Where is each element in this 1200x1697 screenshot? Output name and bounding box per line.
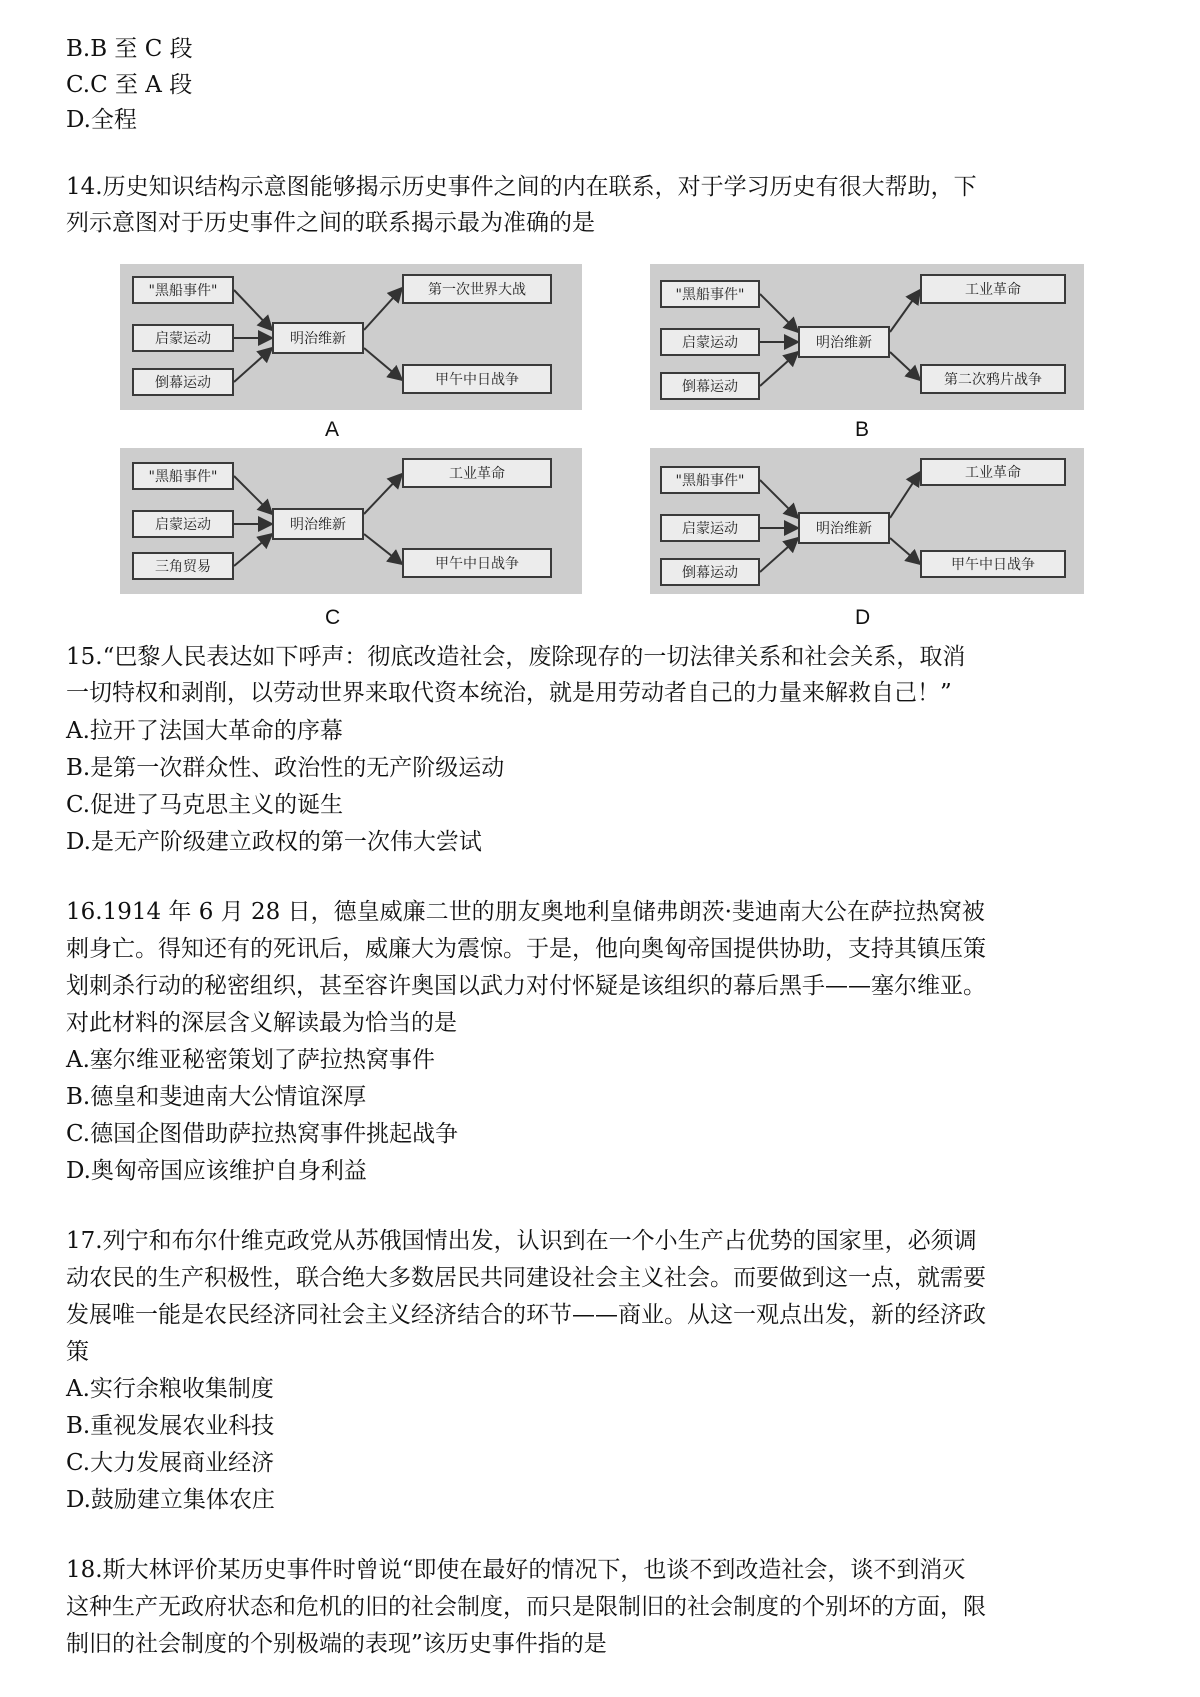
q14-stem-line-1: 14.历史知识结构示意图能够揭示历史事件之间的内在联系，对于学习历史有很大帮助，下 [66, 174, 977, 200]
diagram-b [650, 264, 1084, 410]
diagram-c-input-2: 启蒙运动 [132, 510, 234, 538]
q16-stem-line-1: 16.1914 年 6 月 28 日，德皇威廉二世的朋友奥地利皇储弗朗茨·斐迪南大公在萨拉热窝被 [66, 899, 985, 925]
diagram-d-output-1: 工业革命 [920, 458, 1066, 486]
q13-option-d: D.全程 [66, 107, 137, 133]
q17-option-c: C.大力发展商业经济 [66, 1450, 275, 1476]
diagram-a-output-2: 甲午中日战争 [402, 364, 552, 394]
diagram-b-input-1: "黑船事件" [660, 280, 760, 308]
q13-option-b: B.B 至 C 段 [66, 36, 193, 62]
q16-option-d: D.奥匈帝国应该维护自身利益 [66, 1158, 367, 1184]
diagram-b-output-2: 第二次鸦片战争 [920, 364, 1066, 394]
q16-stem-line-3: 划刺杀行动的秘密组织，甚至容许奥国以武力对付怀疑是该组织的幕后黑手——塞尔维亚。 [66, 973, 986, 999]
q17-stem-line-4: 策 [66, 1339, 89, 1365]
q16-stem-line-2: 刺身亡。得知还有的死讯后，威廉大为震惊。于是，他向奥匈帝国提供协助，支持其镇压策 [66, 936, 986, 962]
q18-stem-line-3: 制旧的社会制度的个别极端的表现”该历史事件指的是 [66, 1631, 607, 1657]
diagram-a-input-1: "黑船事件" [132, 276, 234, 304]
diagram-b-center: 明治维新 [798, 326, 890, 358]
diagram-c-label: C [325, 606, 341, 629]
diagram-a-output-1: 第一次世界大战 [402, 274, 552, 304]
diagram-d-input-3: 倒幕运动 [660, 558, 760, 586]
q18-stem-line-2: 这种生产无政府状态和危机的旧的社会制度，而只是限制旧的社会制度的个别坏的方面，限 [66, 1594, 986, 1620]
diagram-a [120, 264, 582, 410]
watermark: ​ [566, 536, 674, 691]
diagram-c-output-2: 甲午中日战争 [402, 548, 552, 578]
diagram-c-output-1: 工业革命 [402, 458, 552, 488]
diagram-a-center: 明治维新 [272, 322, 364, 354]
diagram-c-input-3: 三角贸易 [132, 552, 234, 580]
q15-option-c: C.促进了马克思主义的诞生 [66, 792, 344, 818]
diagram-d-output-2: 甲午中日战争 [920, 550, 1066, 578]
q13-option-c: C.C 至 A 段 [66, 72, 193, 98]
diagram-b-input-2: 启蒙运动 [660, 328, 760, 356]
q14-stem-line-2: 列示意图对于历史事件之间的联系揭示最为准确的是 [66, 210, 595, 236]
q16-option-b: B.德皇和斐迪南大公情谊深厚 [66, 1084, 367, 1110]
q15-option-d: D.是无产阶级建立政权的第一次伟大尝试 [66, 829, 482, 855]
diagram-c-input-1: "黑船事件" [132, 462, 234, 490]
q17-option-d: D.鼓励建立集体农庄 [66, 1487, 275, 1513]
diagram-c [120, 448, 582, 594]
diagram-c-center: 明治维新 [272, 508, 364, 540]
diagram-a-input-3: 倒幕运动 [132, 368, 234, 396]
q17-stem-line-3: 发展唯一能是农民经济同社会主义经济结合的环节——商业。从这一观点出发，新的经济政 [66, 1302, 986, 1328]
q15-option-a: A.拉开了法国大革命的序幕 [66, 718, 343, 744]
q16-option-a: A.塞尔维亚秘密策划了萨拉热窝事件 [66, 1047, 435, 1073]
q16-stem-line-4: 对此材料的深层含义解读最为恰当的是 [66, 1010, 457, 1036]
diagram-a-input-2: 启蒙运动 [132, 324, 234, 352]
diagram-d-input-2: 启蒙运动 [660, 514, 760, 542]
diagram-d [650, 448, 1084, 594]
q17-option-b: B.重视发展农业科技 [66, 1413, 275, 1439]
diagram-b-input-3: 倒幕运动 [660, 372, 760, 400]
diagram-d-input-1: "黑船事件" [660, 466, 760, 494]
diagram-d-label: D [855, 606, 871, 629]
q17-stem-line-2: 动农民的生产积极性，联合绝大多数居民共同建设社会主义社会。而要做到这一点，就需要 [66, 1265, 986, 1291]
diagram-b-label: B [855, 418, 870, 441]
q18-stem-line-1: 18.斯大林评价某历史事件时曾说“即使在最好的情况下，也谈不到改造社会，谈不到消灭 [66, 1557, 966, 1583]
q17-stem-line-1: 17.列宁和布尔什维克政党从苏俄国情出发，认识到在一个小生产占优势的国家里，必须调 [66, 1228, 977, 1254]
diagram-a-label: A [325, 418, 340, 441]
q16-option-c: C.德国企图借助萨拉热窝事件挑起战争 [66, 1121, 459, 1147]
q15-stem-line-1: 15.“巴黎人民表达如下呼声：彻底改造社会，废除现存的一切法律关系和社会关系，取消 [66, 644, 966, 670]
diagram-b-output-1: 工业革命 [920, 274, 1066, 304]
q15-stem-line-2: 一切特权和剥削，以劳动世界来取代资本统治，就是用劳动者自己的力量来解救自己！” [66, 680, 952, 706]
diagram-d-center: 明治维新 [798, 512, 890, 544]
q15-option-b: B.是第一次群众性、政治性的无产阶级运动 [66, 755, 505, 781]
q17-option-a: A.实行余粮收集制度 [66, 1376, 274, 1402]
